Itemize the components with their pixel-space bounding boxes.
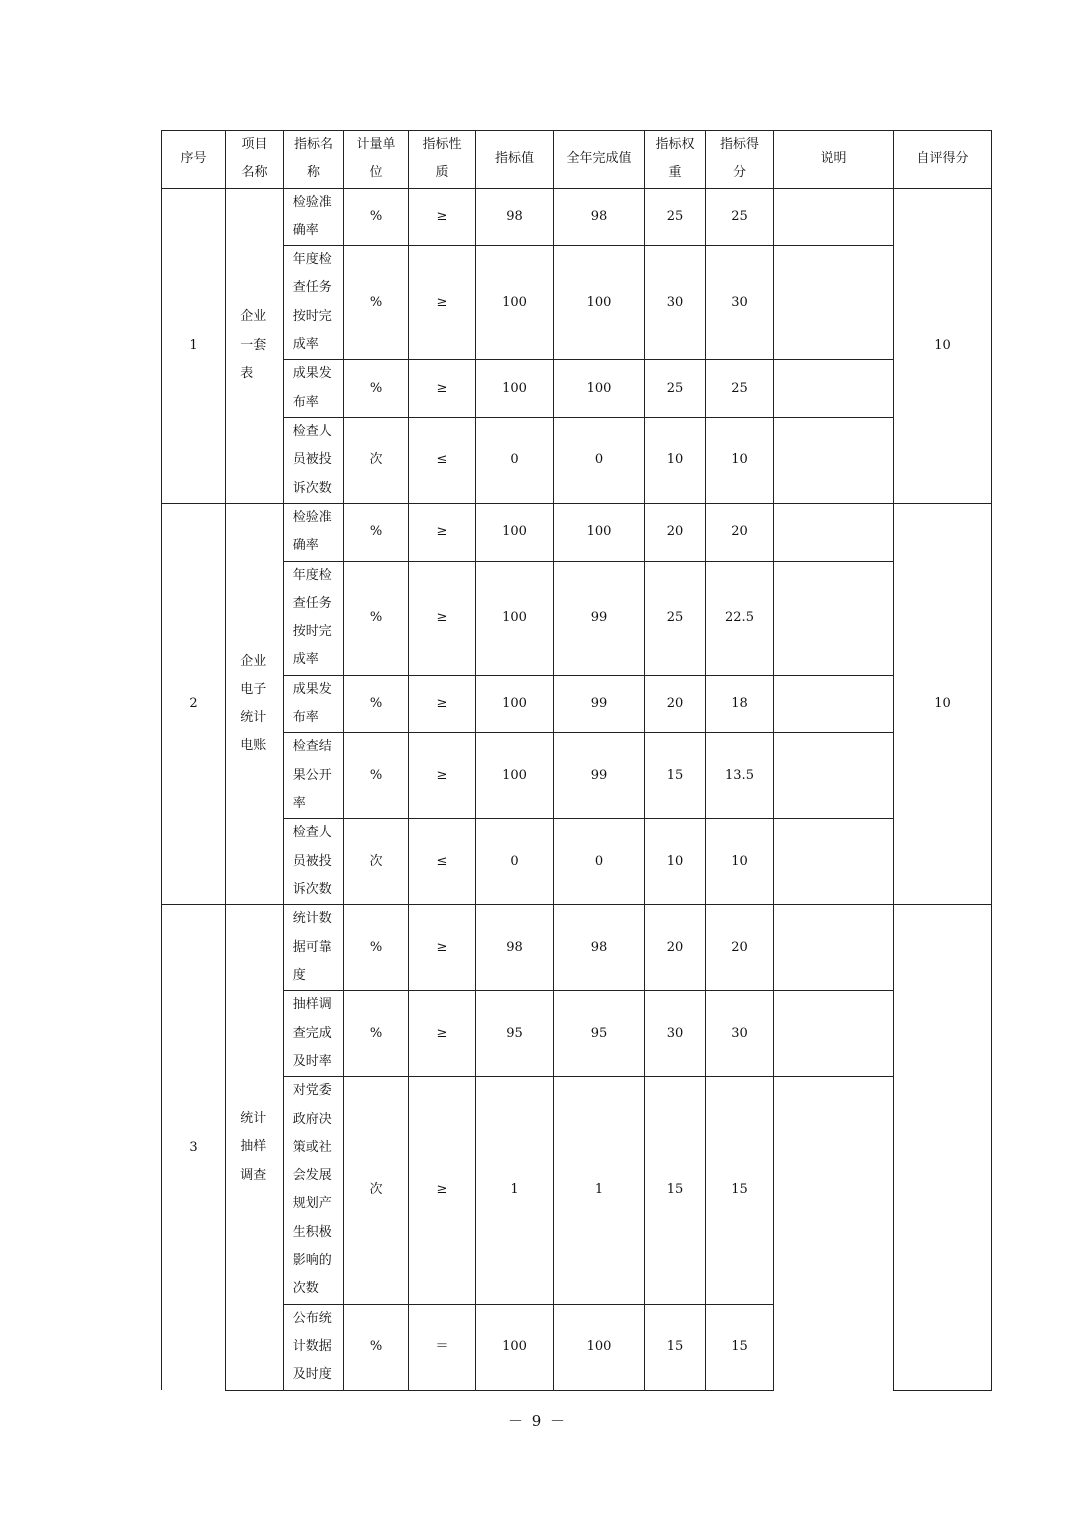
score-cell: 13.5: [706, 733, 774, 819]
table-row: [162, 675, 992, 733]
actual-cell: 100: [554, 503, 645, 561]
unit-cell: 次: [344, 819, 409, 905]
header-seq: 序号: [162, 131, 226, 189]
nature-cell: ≥: [409, 246, 476, 360]
nature-cell: ≤: [409, 417, 476, 503]
score-cell: 22.5: [706, 561, 774, 675]
table-row: [162, 819, 992, 905]
target-cell: 100: [476, 675, 554, 733]
target-cell: 0: [476, 417, 554, 503]
note-cell: [774, 1077, 894, 1390]
actual-cell: 99: [554, 561, 645, 675]
nature-cell: ≤: [409, 819, 476, 905]
indicator-name: 检查人员被投诉次数: [284, 819, 344, 905]
actual-cell: 1: [554, 1077, 645, 1304]
table-row: [162, 188, 992, 246]
note-cell: [774, 733, 894, 819]
unit-cell: 次: [344, 417, 409, 503]
group-project: 统计抽样调查: [226, 905, 284, 1390]
weight-cell: 30: [645, 246, 706, 360]
actual-cell: 100: [554, 246, 645, 360]
indicator-name: 成果发布率: [284, 675, 344, 733]
unit-cell: %: [344, 991, 409, 1077]
actual-cell: 0: [554, 417, 645, 503]
note-cell: [774, 503, 894, 561]
table-row: [162, 360, 992, 418]
table-header-row: [162, 131, 992, 189]
actual-cell: 100: [554, 1304, 645, 1390]
actual-cell: 0: [554, 819, 645, 905]
group-seq: 3: [162, 905, 226, 1390]
target-cell: 100: [476, 561, 554, 675]
group-seq: 2: [162, 503, 226, 904]
target-cell: 0: [476, 819, 554, 905]
unit-cell: %: [344, 675, 409, 733]
score-cell: 25: [706, 360, 774, 418]
target-cell: 100: [476, 360, 554, 418]
note-cell: [774, 417, 894, 503]
actual-cell: 99: [554, 675, 645, 733]
header-target: 指标值: [476, 131, 554, 189]
nature-cell: ≥: [409, 1077, 476, 1304]
target-cell: 98: [476, 905, 554, 991]
table-row: [162, 503, 992, 561]
note-cell: [774, 905, 894, 991]
unit-cell: %: [344, 1304, 409, 1390]
score-cell: 15: [706, 1077, 774, 1304]
score-cell: 30: [706, 246, 774, 360]
indicator-name: 年度检查任务按时完成率: [284, 561, 344, 675]
indicator-name: 抽样调查完成及时率: [284, 991, 344, 1077]
self-score-cell: 10: [894, 188, 992, 503]
weight-cell: 25: [645, 561, 706, 675]
group-project: 企业一套表: [226, 188, 284, 503]
indicator-name: 检验准确率: [284, 188, 344, 246]
indicator-name: 年度检查任务按时完成率: [284, 246, 344, 360]
weight-cell: 15: [645, 733, 706, 819]
target-cell: 100: [476, 246, 554, 360]
nature-cell: ≥: [409, 561, 476, 675]
unit-cell: %: [344, 503, 409, 561]
unit-cell: %: [344, 246, 409, 360]
weight-cell: 15: [645, 1077, 706, 1304]
header-note: 说明: [774, 131, 894, 189]
header-unit: 计量单位: [344, 131, 409, 189]
table-row: [162, 991, 992, 1077]
nature-cell: ≥: [409, 188, 476, 246]
indicator-name: 检查结果公开率: [284, 733, 344, 819]
unit-cell: 次: [344, 1077, 409, 1304]
note-cell: [774, 246, 894, 360]
table-row: [162, 733, 992, 819]
nature-cell: ≥: [409, 991, 476, 1077]
actual-cell: 98: [554, 188, 645, 246]
unit-cell: %: [344, 733, 409, 819]
score-cell: 30: [706, 991, 774, 1077]
note-cell: [774, 188, 894, 246]
target-cell: 100: [476, 1304, 554, 1390]
score-cell: 18: [706, 675, 774, 733]
unit-cell: %: [344, 360, 409, 418]
group-project: 企业电子统计电账: [226, 503, 284, 904]
score-cell: 20: [706, 905, 774, 991]
target-cell: 95: [476, 991, 554, 1077]
score-cell: 10: [706, 417, 774, 503]
indicator-name: 检查人员被投诉次数: [284, 417, 344, 503]
target-cell: 98: [476, 188, 554, 246]
score-cell: 10: [706, 819, 774, 905]
nature-cell: ≥: [409, 503, 476, 561]
unit-cell: %: [344, 561, 409, 675]
weight-cell: 20: [645, 905, 706, 991]
actual-cell: 99: [554, 733, 645, 819]
indicator-name: 成果发布率: [284, 360, 344, 418]
note-cell: [774, 675, 894, 733]
table-row: [162, 905, 992, 991]
score-cell: 20: [706, 503, 774, 561]
weight-cell: 10: [645, 819, 706, 905]
table-row: [162, 417, 992, 503]
table-row: [162, 246, 992, 360]
indicator-name: 检验准确率: [284, 503, 344, 561]
weight-cell: 10: [645, 417, 706, 503]
nature-cell: ＝: [409, 1304, 476, 1390]
note-cell: [774, 819, 894, 905]
actual-cell: 95: [554, 991, 645, 1077]
table-row: [162, 1077, 992, 1304]
header-weight: 指标权重: [645, 131, 706, 189]
unit-cell: %: [344, 905, 409, 991]
indicator-name: 对党委政府决策或社会发展规划产生积极影响的次数: [284, 1077, 344, 1304]
header-actual: 全年完成值: [554, 131, 645, 189]
weight-cell: 20: [645, 675, 706, 733]
header-score: 指标得分: [706, 131, 774, 189]
header-indicator-name: 指标名称: [284, 131, 344, 189]
nature-cell: ≥: [409, 360, 476, 418]
weight-cell: 20: [645, 503, 706, 561]
header-self-score: 自评得分: [894, 131, 992, 189]
page-number: － 9 －: [507, 1412, 568, 1430]
note-cell: [774, 360, 894, 418]
weight-cell: 25: [645, 360, 706, 418]
target-cell: 100: [476, 733, 554, 819]
header-project: 项目名称: [226, 131, 284, 189]
group-seq: 1: [162, 188, 226, 503]
nature-cell: ≥: [409, 733, 476, 819]
note-cell: [774, 991, 894, 1077]
actual-cell: 100: [554, 360, 645, 418]
indicator-name: 公布统计数据及时度: [284, 1304, 344, 1390]
weight-cell: 25: [645, 188, 706, 246]
target-cell: 1: [476, 1077, 554, 1304]
weight-cell: 15: [645, 1304, 706, 1390]
nature-cell: ≥: [409, 675, 476, 733]
actual-cell: 98: [554, 905, 645, 991]
self-score-cell: 10: [894, 503, 992, 904]
weight-cell: 30: [645, 991, 706, 1077]
header-nature: 指标性质: [409, 131, 476, 189]
unit-cell: %: [344, 188, 409, 246]
table-row: [162, 561, 992, 675]
indicator-name: 统计数据可靠度: [284, 905, 344, 991]
performance-table: [161, 130, 992, 1391]
score-cell: 25: [706, 188, 774, 246]
note-cell: [774, 561, 894, 675]
score-cell: 15: [706, 1304, 774, 1390]
target-cell: 100: [476, 503, 554, 561]
nature-cell: ≥: [409, 905, 476, 991]
self-score-cell: [894, 905, 992, 1390]
